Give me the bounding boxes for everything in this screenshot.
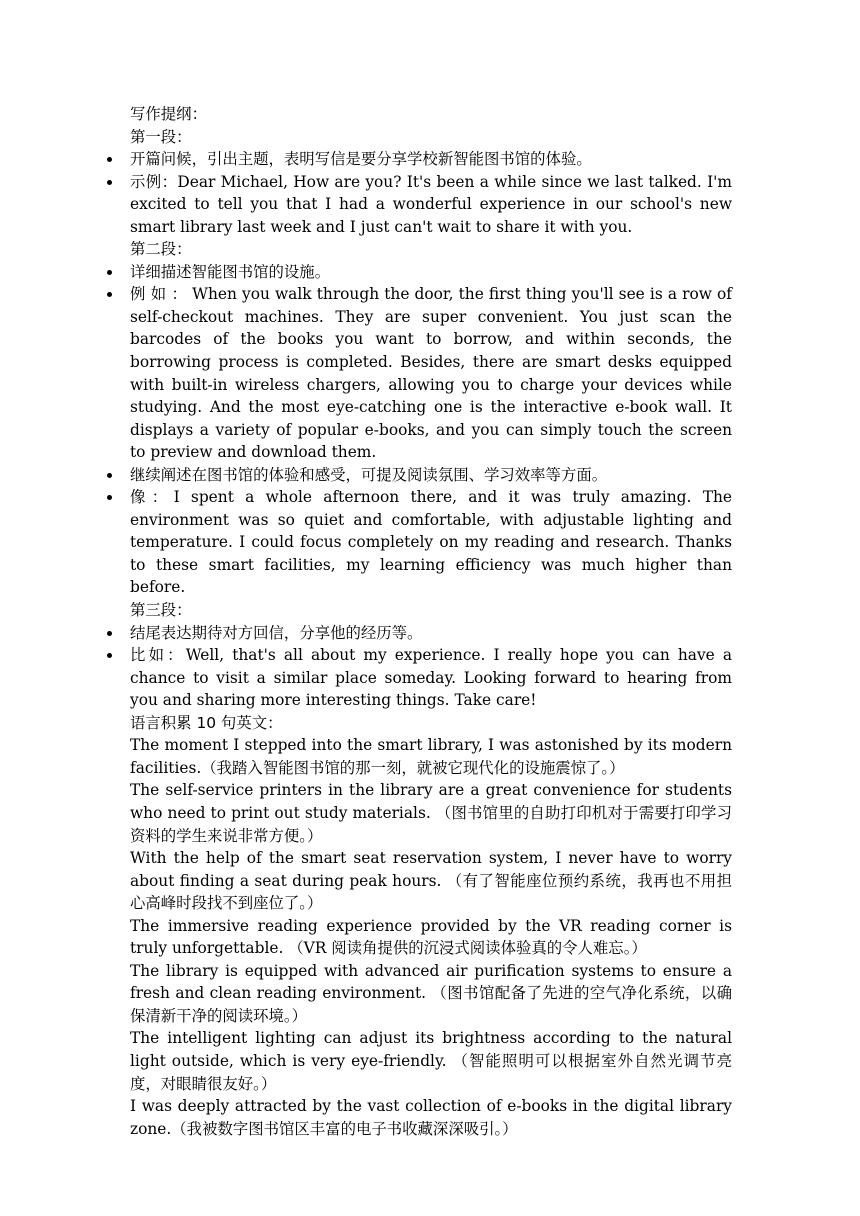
sentence: The immersive reading experience provided by the VR reading corner is truly unforgettable. （VR 阅读角提供的沉浸式阅读体验真的令人难忘。） (130, 916, 732, 958)
bullet-icon (107, 292, 112, 297)
list-item: 比如：Well, that's all about my experience. I really hope you can have a chance to visit a similar place someday. Looking forward to hearing from you and sharing more interesting things. Take care! (130, 644, 732, 712)
list-item: 继续阐述在图书馆的体验和感受，可提及阅读氛围、学习效率等方面。 (130, 464, 732, 487)
bullet-icon (107, 180, 112, 185)
para1-heading: 第一段： (130, 127, 192, 146)
sentence: The self-service printers in the library are a great convenience for students who need to print out study materials. （图书馆里的自助打印机对于需要打印学习资料的学生来说非常方便。） (130, 781, 732, 845)
sentence: The moment I stepped into the smart library, I was astonished by its modern facilities.（我踏入智能图书馆的那一刻，就被它现代化的设施震惊了。） (130, 736, 732, 777)
sentence: The library is equipped with advanced air purification systems to ensure a fresh and clean reading environment. （图书馆配备了先进的空气净化系统，以确保清新干净的阅读环境。） (130, 961, 732, 1025)
bullet-icon (107, 653, 112, 658)
bullet-icon (107, 495, 112, 500)
sentence: I was deeply attracted by the vast collection of e-books in the digital library zone.（我被数字图书馆区丰富的电子书收藏深深吸引。） (130, 1097, 732, 1138)
list-item: 开篇问候，引出主题，表明写信是要分享学校新智能图书馆的体验。 (130, 148, 732, 171)
list-item: 像：I spent a whole afternoon there, and it was truly amazing. The environment was so quiet and comfortable, with adjustable lighting and temperature. I could focus completely on my reading and research. Thanks to these smart facilities, my learning efficiency was much higher than before. (130, 486, 732, 599)
list-item: 示例：Dear Michael, How are you? It's been a while since we last talked. I'm excited to tell you that I had a wonderful experience in our school's new smart library last week and I just can't wait to share it with you. (130, 171, 732, 239)
document-body (130, 103, 732, 1140)
language-heading: 语言积累 10 句英文： (130, 713, 283, 732)
para3-heading: 第三段： (130, 601, 192, 620)
sentence: The intelligent lighting can adjust its brightness according to the natural light outside, which is very eye-friendly. （智能照明可以根据室外自然光调节亮度，对眼睛很友好。） (130, 1029, 732, 1093)
bullet-icon (107, 473, 112, 478)
outline-heading: 写作提纲： (130, 105, 207, 123)
bullet-icon (107, 157, 112, 162)
bullet-icon (107, 270, 112, 275)
sentence: With the help of the smart seat reservation system, I never have to worry about finding a seat during peak hours. （有了智能座位预约系统，我再也不用担心高峰时段找不到座位了。） (130, 849, 732, 913)
para2-heading: 第二段： (130, 240, 192, 259)
list-item: 详细描述智能图书馆的设施。 (130, 261, 732, 284)
bullet-icon (107, 631, 112, 636)
list-item: 例 如 ： When you walk through the door, the first thing you'll see is a row of self-checkout machines. They are super convenient. You just scan the barcodes of the books you want to borrow, and within seconds, the borrowing process is completed. Besides, there are smart desks equipped with built-in wireless chargers, allowing you to charge your devices while studying. And the most eye-catching one is the interactive e-book wall. It displays a variety of popular e-books, and you can simply touch the screen to preview and download them. (130, 283, 732, 463)
list-item: 结尾表达期待对方回信，分享他的经历等。 (130, 622, 732, 645)
